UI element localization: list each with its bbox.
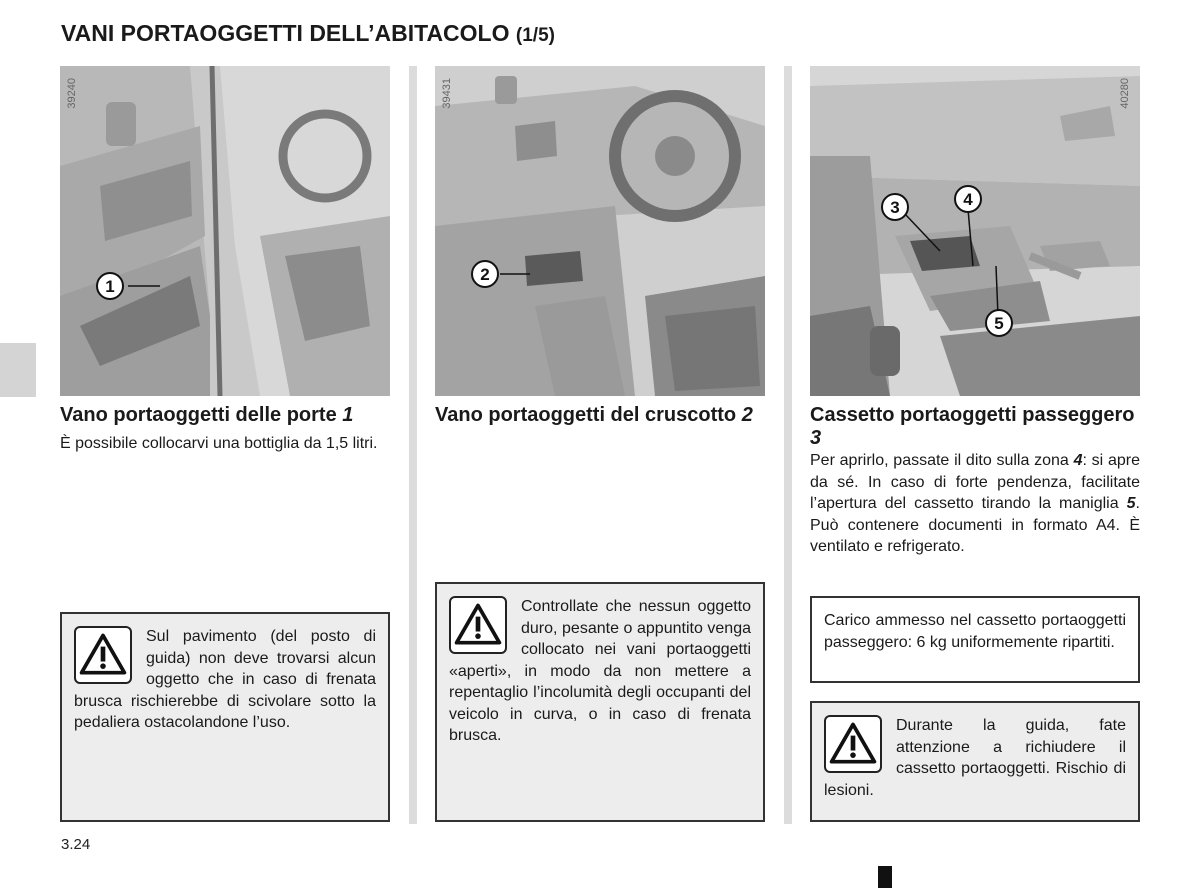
- page-number: 3.24: [61, 836, 91, 853]
- svg-text:5: 5: [994, 314, 1004, 333]
- svg-text:3: 3: [890, 198, 900, 217]
- section-heading-ref: 1: [342, 404, 354, 426]
- chapter-tab: [0, 343, 36, 397]
- image-reference-code: 40280: [1119, 78, 1131, 109]
- svg-text:4: 4: [963, 190, 973, 209]
- glovebox-illustration: [810, 66, 1140, 396]
- column-divider: [409, 66, 417, 824]
- zone-ref: 4: [1073, 452, 1083, 469]
- warning-text: Controllate che nessun oggetto duro, pesante o appuntito venga collocato nei vani portaoggetti «aperti», in modo da non mettere a repentaglio l’incolumità degli occupanti del veicolo in curva, o in caso di frenata brusca.: [449, 598, 751, 744]
- section-body: Per aprirlo, passate il dito sulla zona 4: si apre da sé. In caso di forte pendenza, facilitate l’apertura del cassetto tirando la maniglia 5. Può contenere documenti in formato A4. È ventilato e refrigerato.: [810, 452, 1140, 555]
- door-storage-illustration: [60, 66, 390, 396]
- warning-text: Sul pavimento (del posto di guida) non deve trovarsi alcun oggetto che in caso di frenata brusca rischierebbe di scivolare sotto la pedaliera ostacolandone l’uso.: [74, 628, 376, 731]
- section-heading-ref: 3: [810, 427, 822, 449]
- glovebox-drawing: [810, 66, 1140, 396]
- dashboard-storage-illustration: [435, 66, 765, 396]
- page-title: [61, 20, 555, 47]
- page-title-suffix: (1/5): [515, 25, 555, 46]
- warning-text: Durante la guida, fate attenzione a richiudere il cassetto portaoggetti. Rischio di lesioni.: [824, 717, 1126, 799]
- svg-text:2: 2: [480, 265, 490, 284]
- section-heading: Vano portaoggetti del cruscotto 2: [435, 404, 753, 426]
- warning-triangle-icon: [74, 626, 132, 684]
- section-body: È possibile collocarvi una bottiglia da 1,5 litri.: [60, 435, 378, 452]
- warning-box: [810, 701, 1140, 822]
- column-dashboard-storage: [435, 66, 765, 427]
- callout-5: [986, 310, 1012, 336]
- svg-text:1: 1: [105, 277, 115, 296]
- column-glovebox: [810, 66, 1140, 558]
- section-heading: Cassetto portaoggetti passeggero 3: [810, 404, 1135, 449]
- handle-ref: 5: [1126, 495, 1136, 512]
- warning-triangle-icon: [449, 596, 507, 654]
- door-interior-drawing: [60, 66, 390, 396]
- dashboard-drawing: [435, 66, 765, 396]
- edge-marker: [878, 866, 892, 888]
- column-door-storage: [60, 66, 390, 455]
- load-note-box: [810, 596, 1140, 683]
- warning-triangle-icon: [824, 715, 882, 773]
- page-title-text: VANI PORTAOGGETTI DELL’ABITACOLO: [61, 20, 510, 46]
- callout-2: [472, 261, 498, 287]
- warning-box: [435, 582, 765, 822]
- callout-1: [97, 273, 123, 299]
- image-reference-code: 39431: [441, 78, 453, 109]
- column-divider: [784, 66, 792, 824]
- callout-4: [955, 186, 981, 212]
- section-heading-ref: 2: [741, 404, 753, 426]
- section-heading: Vano portaoggetti delle porte 1: [60, 404, 354, 426]
- callout-3: [882, 194, 908, 220]
- image-reference-code: 39240: [66, 78, 78, 109]
- warning-box: [60, 612, 390, 822]
- load-note-text: Carico ammesso nel cassetto portaoggetti passeggero: 6 kg uniformemente ripartiti.: [824, 612, 1126, 651]
